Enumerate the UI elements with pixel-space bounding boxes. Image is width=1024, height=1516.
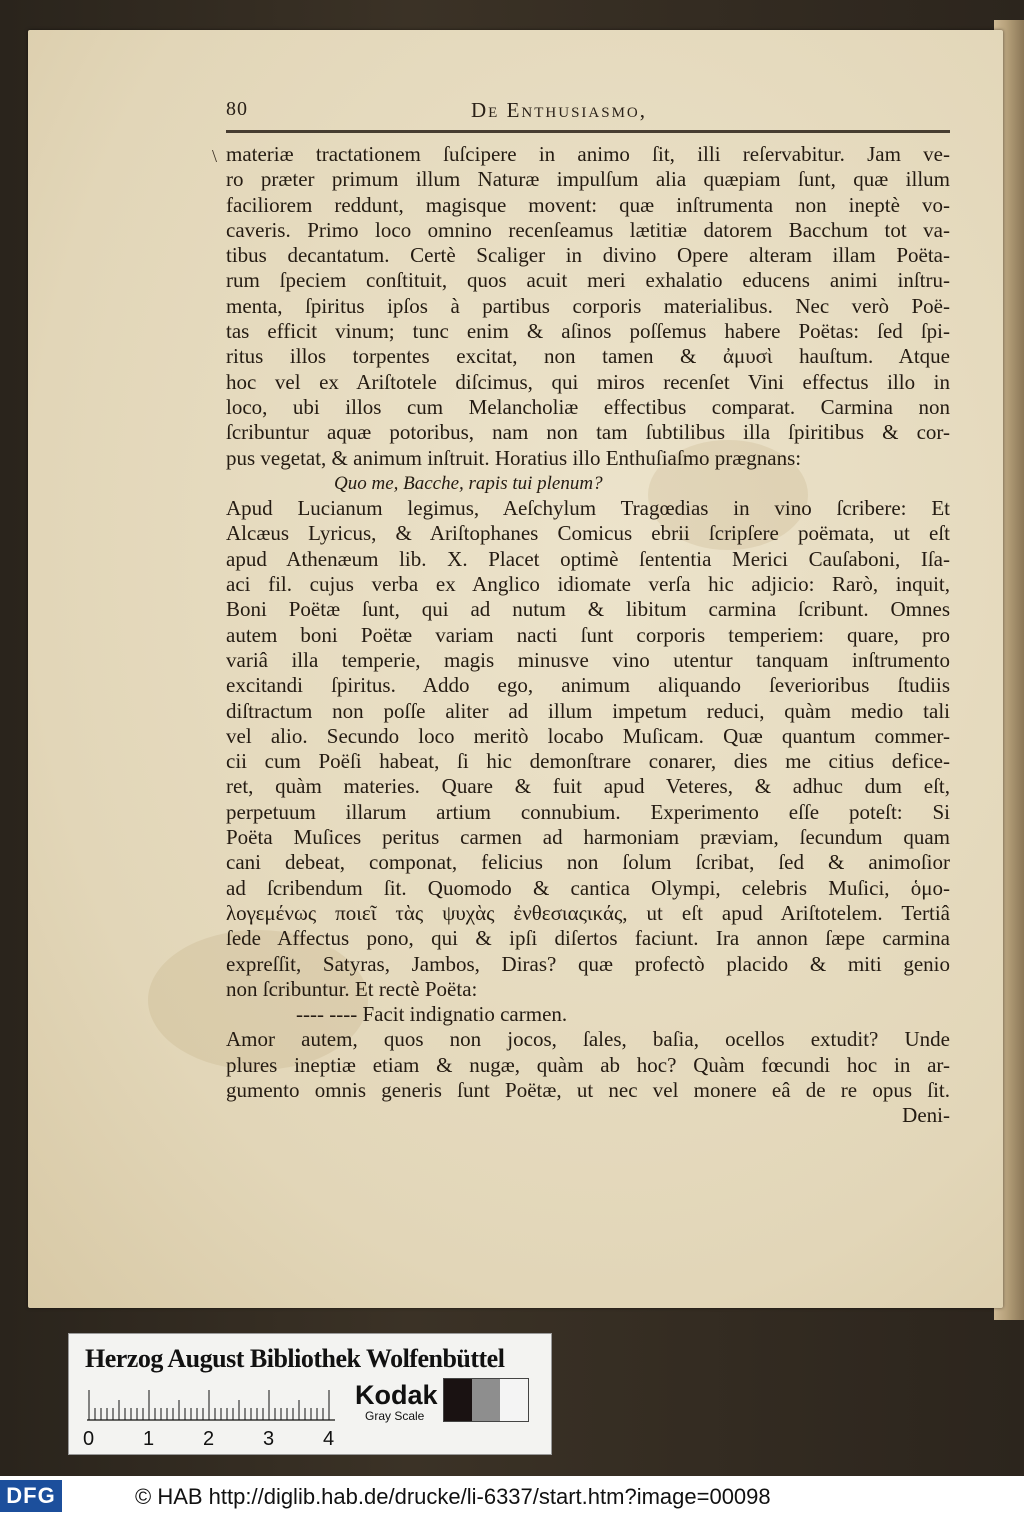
ruler-label: 3 [263,1428,275,1450]
text-line: ſcribuntur aquæ potoribus, nam non tam ſubtilibus illa ſpiritibus & cor- [226,420,950,445]
text-line: ret, quàm materies. Quare & fuit apud Veteres, & adhuc dum eſt, [226,774,950,799]
text-line: ro præter primum illum Naturæ impulſum alia quæpiam ſunt, quæ illum [226,167,950,192]
copyright-link[interactable]: © HAB http://diglib.hab.de/drucke/li-6337/start.htm?image=00098 [135,1484,771,1509]
running-title: De Enthusiasmo, [471,98,647,122]
gray-swatches [443,1378,529,1422]
text-line: pus vegetat, & animum inſtruit. Horatius illo Enthuſiaſmo prægnans: [226,445,802,470]
header-rule [226,130,950,133]
swatch-gray [472,1379,500,1421]
text-line: tibus decantatum. Certè Scaliger in divino Opere alteram illam Poëta- [226,243,950,268]
gray-scale-card [68,1333,552,1455]
text-line: apud Athenæum lib. X. Placet optimè ſententia Merici Cauſaboni, Iſa- [226,546,950,571]
text-line: perpetuum illarum artium connubium. Experimento eſſe poteſt: Si [226,799,950,824]
text-line: Boni Poëtæ ſunt, qui ad nutum & libitum carmina ſcribunt. Omnes [226,597,950,622]
text-line: Poëta Muſices peritus carmen ad harmoniam præviam, ſecundum quam [226,825,950,850]
text-line: autem boni Poëtæ variam nacti ſunt corporis temperiem: quare, pro [226,622,950,647]
dfg-logo: DFG [0,1480,62,1512]
ruler-label: 4 [323,1428,335,1450]
text-line: expreſſit, Satyras, Jambos, Diras? quæ profectò placido & miti genio [226,951,950,976]
text-line: ſede Affectus pono, qui & ipſi diſertos faciunt. Ira annon ſæpe carmina [226,926,950,951]
text-line: caveris. Primo loco omnino recenſeamus lætitiæ datorem Bacchum tot va- [226,217,950,242]
text-line: non ſcribuntur. Et rectè Poëta: [226,976,478,1001]
text-line: plures ineptiæ etiam & nugæ, quàm ab hoc? Quàm fœcundi hoc in ar- [226,1052,950,1077]
text-line: hoc vel ex Ariſtotele diſcimus, qui miros recenſet Vini effectus illo in [226,369,950,394]
text-line: gumento omnis generis ſunt Poëtæ, ut nec vel monere eâ de re opus ſit. [226,1077,950,1102]
text-line: faciliorem reddunt, magisque movent: quæ inſtrumenta non ineptè vo- [226,192,950,217]
text-line: Apud Lucianum legimus, Aeſchylum Tragœdias in vino ſcribere: Et [226,496,950,521]
gray-scale-label: Gray Scale [365,1409,425,1423]
greek-text-line: λογεμένως ποιεῖ τὰς ψυχὰς ἐνθεσιαςικάς, ut eſt apud Ariſtotelem. Tertiâ [226,900,950,925]
text-line: menta, ſpiritus ipſos à partibus corporis materialibus. Nec verò Poë- [226,293,950,318]
text-line: aci fil. cujus verba ex Anglico idiomate verſa hic adjicio: Rarò, inquit, [226,572,950,597]
verse-quote: ---- ---- Facit indignatio carmen. [296,1002,568,1027]
ruler-icon [87,1386,337,1424]
library-name: Herzog August Bibliothek Wolfenbüttel [85,1344,505,1373]
text-line: cani debeat, componat, felicius non ſolum ſcribat, ſed & animoſior [226,850,950,875]
text-line: diſtractum non poſſe aliter ad illum impetum reduci, quàm medio tali [226,698,950,723]
text-line: Amor autem, quos non jocos, ſales, baſia, ocellos extudit? Unde [226,1027,950,1052]
swatch-black [444,1379,472,1421]
kodak-logo: Kodak [355,1380,438,1410]
text-line: excitandi ſpiritus. Addo ego, animum aliquando ſeverioribus ſtudiis [226,673,950,698]
margin-mark: \ [212,146,218,166]
text-line: ad ſcribendum ſit. Quomodo & cantica Olympi, celebris Muſici, ὁμο- [226,875,950,900]
text-line: vel alio. Secundo loco meritò locabo Muſicam. Quæ quantum commer- [226,723,950,748]
text-line: Alcæus Lyricus, & Ariſtophanes Comicus ebrii ſcripſere poëmata, ut eſt [226,521,950,546]
page-number: 80 [226,98,248,120]
body-text [226,142,950,1129]
ruler-label: 1 [143,1428,155,1450]
running-head [226,98,948,132]
catchword: Deni- [902,1103,950,1128]
ruler-label: 2 [203,1428,215,1450]
text-line: rum ſpeciem conſtituit, quos acuit meri exhalatio educens animi inſtru- [226,268,950,293]
swatch-white [500,1379,528,1421]
verse-quote: Quo me, Bacche, rapis tui plenum? [334,472,603,494]
text-line: loco, ubi illos cum Melancholiæ effectibus comparat. Carmina non [226,394,950,419]
text-line: ritus illos torpentes excitat, non tamen & ἀμυσὶ hauſtum. Atque [226,344,950,369]
text-line: variâ illa temperie, magis minusve vino utentur tanquam inſtrumento [226,647,950,672]
text-line: tas efficit vinum; tunc enim & aſinos poſſemus habere Poëtas: ſed ſpi- [226,319,950,344]
text-line: cii cum Poëſi habeat, ſi hic demonſtrare conarer, dies me citius defice- [226,749,950,774]
ruler-label: 0 [83,1428,95,1450]
text-line: materiæ tractationem ſuſcipere in animo ſit, illi reſervabitur. Jam ve- [226,142,950,166]
